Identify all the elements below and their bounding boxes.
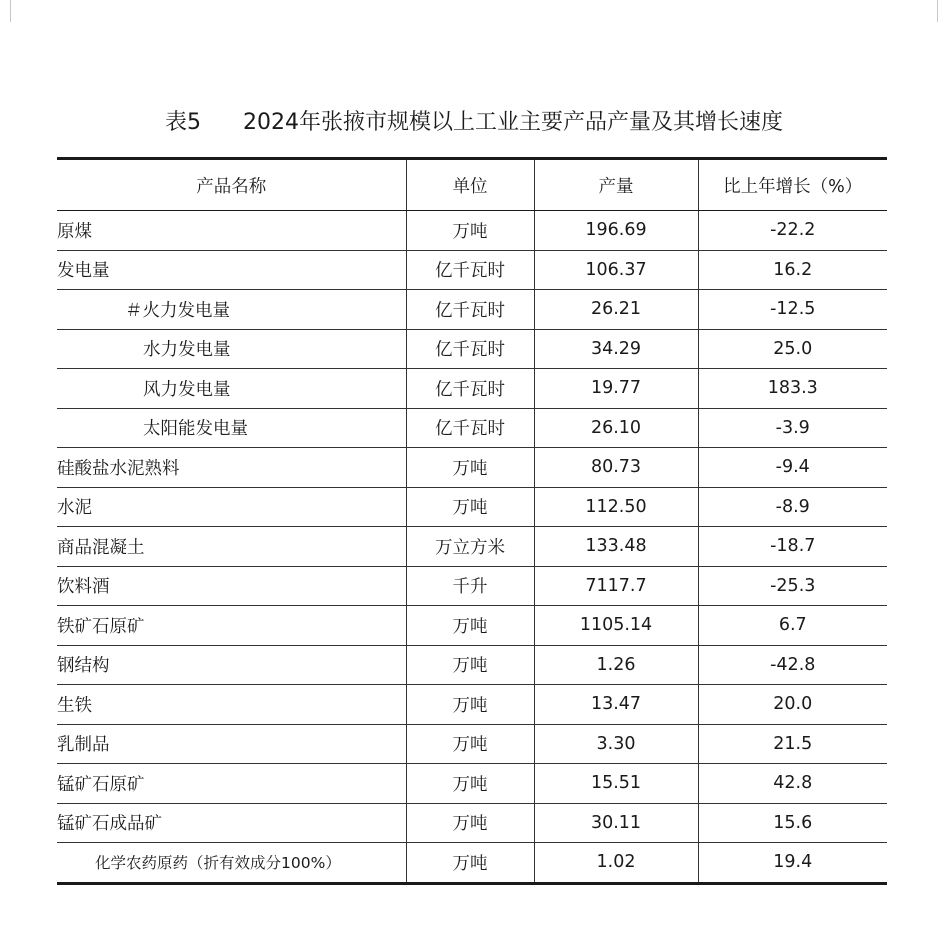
table-row: [57, 487, 887, 527]
output-cell: 1.26: [534, 645, 698, 685]
product-name-cell: 生铁: [57, 685, 406, 725]
table-row: [57, 566, 887, 606]
growth-cell: -42.8: [698, 645, 887, 685]
growth-cell: -9.4: [698, 448, 887, 488]
output-cell: 30.11: [534, 803, 698, 843]
output-cell: 3.30: [534, 724, 698, 764]
product-name-cell: 锰矿石成品矿: [57, 803, 406, 843]
table-row: [57, 211, 887, 251]
product-name-cell: 锰矿石原矿: [57, 764, 406, 804]
unit-cell: 亿千瓦时: [406, 329, 534, 369]
growth-cell: 25.0: [698, 329, 887, 369]
unit-cell: 万吨: [406, 645, 534, 685]
table-body: [57, 211, 887, 884]
table-row: [57, 290, 887, 330]
growth-cell: 21.5: [698, 724, 887, 764]
header-output: 产量: [534, 159, 698, 211]
product-name-cell: 饮料酒: [57, 566, 406, 606]
unit-cell: 亿千瓦时: [406, 369, 534, 409]
growth-cell: -8.9: [698, 487, 887, 527]
unit-cell: 万吨: [406, 211, 534, 251]
output-cell: 26.10: [534, 408, 698, 448]
unit-cell: 亿千瓦时: [406, 250, 534, 290]
table-row: [57, 408, 887, 448]
table-row: [57, 329, 887, 369]
growth-cell: -3.9: [698, 408, 887, 448]
product-name-cell: 钢结构: [57, 645, 406, 685]
product-name-cell: 铁矿石原矿: [57, 606, 406, 646]
output-cell: 196.69: [534, 211, 698, 251]
table-row: [57, 606, 887, 646]
output-cell: 133.48: [534, 527, 698, 567]
unit-cell: 万吨: [406, 685, 534, 725]
table-header-row: [57, 159, 887, 211]
table-row: [57, 527, 887, 567]
growth-cell: 42.8: [698, 764, 887, 804]
product-name-cell: 水力发电量: [57, 329, 406, 369]
growth-cell: 19.4: [698, 843, 887, 884]
unit-cell: 万立方米: [406, 527, 534, 567]
table-row: [57, 369, 887, 409]
page-corner-mark-right: [937, 0, 948, 22]
output-cell: 34.29: [534, 329, 698, 369]
page-corner-mark-left: [0, 0, 11, 22]
output-cell: 13.47: [534, 685, 698, 725]
header-growth: 比上年增长（%）: [698, 159, 887, 211]
table-row: [57, 250, 887, 290]
header-unit: 单位: [406, 159, 534, 211]
unit-cell: 千升: [406, 566, 534, 606]
growth-cell: 183.3: [698, 369, 887, 409]
growth-cell: -25.3: [698, 566, 887, 606]
product-name-cell: 商品混凝土: [57, 527, 406, 567]
product-name-cell: 乳制品: [57, 724, 406, 764]
product-name-cell: 水泥: [57, 487, 406, 527]
table-row: [57, 724, 887, 764]
output-cell: 106.37: [534, 250, 698, 290]
growth-cell: -18.7: [698, 527, 887, 567]
unit-cell: 亿千瓦时: [406, 408, 534, 448]
table-row: [57, 448, 887, 488]
output-cell: 15.51: [534, 764, 698, 804]
unit-cell: 万吨: [406, 448, 534, 488]
unit-cell: 万吨: [406, 764, 534, 804]
product-name-cell: ＃火力发电量: [57, 290, 406, 330]
product-name-cell: 发电量: [57, 250, 406, 290]
table-row: [57, 803, 887, 843]
growth-cell: 6.7: [698, 606, 887, 646]
output-cell: 80.73: [534, 448, 698, 488]
product-name-cell: 原煤: [57, 211, 406, 251]
unit-cell: 万吨: [406, 487, 534, 527]
unit-cell: 万吨: [406, 724, 534, 764]
unit-cell: 万吨: [406, 606, 534, 646]
table-row: [57, 685, 887, 725]
header-product-name: 产品名称: [57, 159, 406, 211]
output-cell: 1105.14: [534, 606, 698, 646]
unit-cell: 亿千瓦时: [406, 290, 534, 330]
output-cell: 7117.7: [534, 566, 698, 606]
growth-cell: 15.6: [698, 803, 887, 843]
output-cell: 26.21: [534, 290, 698, 330]
growth-cell: 20.0: [698, 685, 887, 725]
unit-cell: 万吨: [406, 803, 534, 843]
table-title: 表5 2024年张掖市规模以上工业主要产品产量及其增长速度: [165, 110, 783, 135]
table-row: [57, 843, 887, 884]
production-table: [57, 157, 887, 885]
product-name-cell: 硅酸盐水泥熟料: [57, 448, 406, 488]
growth-cell: -12.5: [698, 290, 887, 330]
growth-cell: -22.2: [698, 211, 887, 251]
product-name-cell: 太阳能发电量: [57, 408, 406, 448]
table-row: [57, 645, 887, 685]
output-cell: 19.77: [534, 369, 698, 409]
product-name-cell: 化学农药原药（折有效成分100%）: [95, 854, 341, 873]
output-cell: 1.02: [534, 843, 698, 884]
table-row: [57, 764, 887, 804]
unit-cell: 万吨: [406, 843, 534, 884]
product-name-cell: 风力发电量: [57, 369, 406, 409]
growth-cell: 16.2: [698, 250, 887, 290]
output-cell: 112.50: [534, 487, 698, 527]
